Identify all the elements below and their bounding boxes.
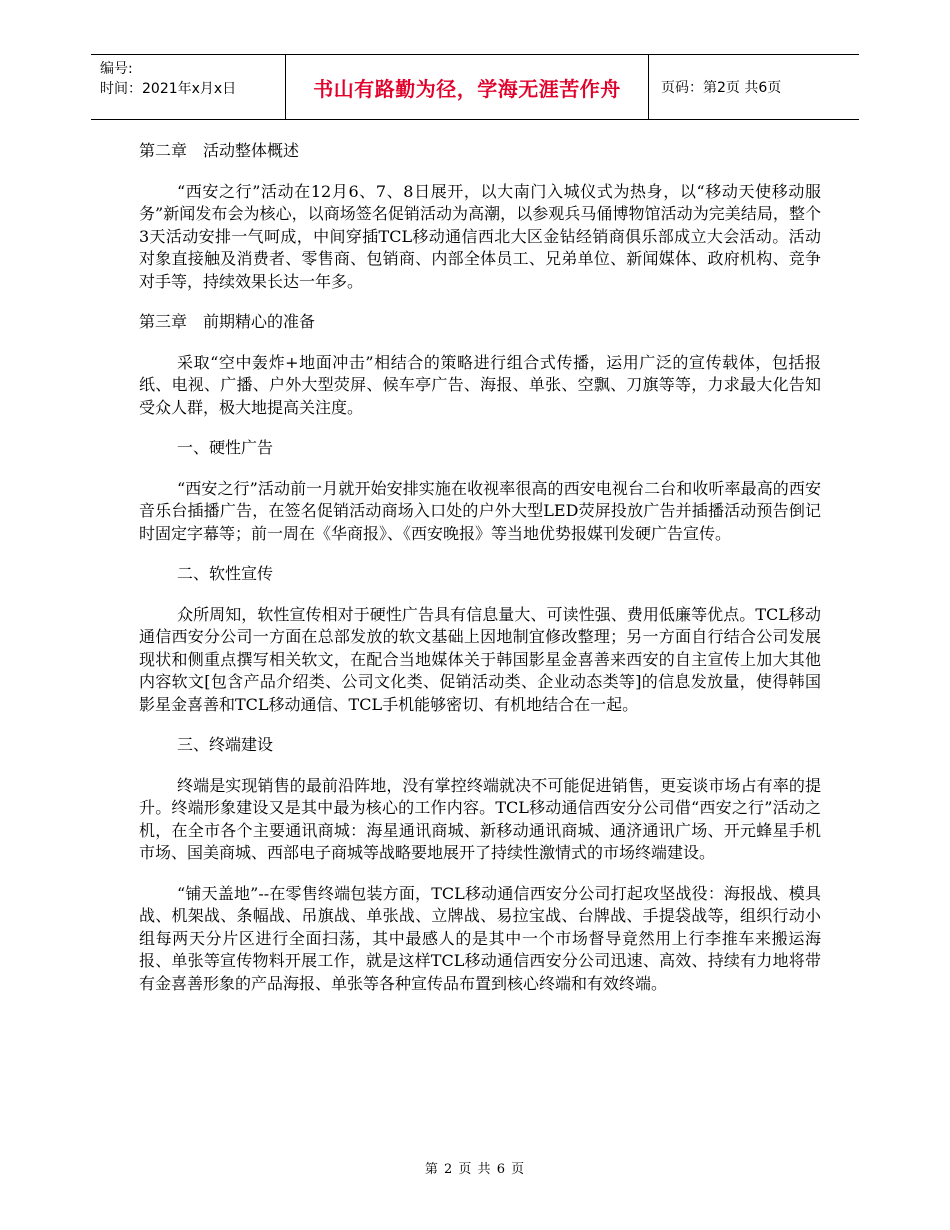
page-footer: 第 2 页 共 6 页 <box>424 1162 526 1177</box>
paragraph: “西安之行”活动在12月6、7、8日展开，以大南门入城仪式为热身，以“移动天使移动服务”新闻发布会为核心，以商场签名促销活动为高潮，以参观兵马俑博物馆活动为完美结局，整个3天活动安排一气呵成，中间穿插TCL移动通信西北大区金钻经销商俱乐部成立大会活动。活动对象直接触及消费者、零售商、包销商、内部全体员工、兄弟单位、新闻媒体、政府机构、竞争对手等，持续效果长达一年多。 <box>139 181 821 291</box>
paragraph: “铺天盖地”--在零售终端包装方面，TCL移动通信西安分公司打起攻坚战役：海报战、模具战、机架战、条幅战、吊旗战、单张战、立牌战、易拉宝战、台牌战、手提袋战等，组织行动小组每两天分片区进行全面扫荡，其中最感人的是其中一个市场督导竟然用上行李推车来搬运海报、单张等宣传物料开展工作，就是这样TCL移动通信西安分公司迅速、高效、持续有力地将带有金喜善形象的产品海报、单张等各种宣传品布置到核心终端和有效终端。 <box>139 883 821 993</box>
document-number-label: 编号: <box>100 61 133 77</box>
paragraph: 终端是实现销售的最前沿阵地，没有掌控终端就决不可能促进销售，更妄谈市场占有率的提升。终端形象建设又是其中最为核心的工作内容。TCL移动通信西安分公司借“西安之行”活动之机，在全市各个主要通讯商城：海星通讯商城、新移动通讯商城、通济通讯广场、开元蜂星手机市场、国美商城、西部电子商城等战略要地展开了持续性激情式的市场终端建设。 <box>139 775 821 862</box>
header-page-number: 页码：第2页 共6页 <box>661 80 782 96</box>
paragraph: 众所周知，软性宣传相对于硬性广告具有信息量大、可读性强、费用低廉等优点。TCL移动通信西安分公司一方面在总部发放的软文基础上因地制宜修改整理；另一方面自行结合公司发展现状和侧重点撰写相关软文，在配合当地媒体关于韩国影星金喜善来西安的自主宣传上加大其他内容软文[包含产品介绍类、公司文化类、促销活动类、企业动态类等]的信息发放量，使得韩国影星金喜善和TCL移动通信、TCL手机能够密切、有机地结合在一起。 <box>139 604 821 714</box>
section-heading: 一、硬性广告 <box>177 438 274 457</box>
document-body <box>139 140 821 1013</box>
paragraph: “西安之行”活动前一月就开始安排实施在收视率很高的西安电视台二台和收听率最高的西安音乐台插播广告，在签名促销活动商场入口处的户外大型LED荧屏投放广告并插播活动预告倒记时固定字幕等；前一周在《华商报》、《西安晚报》等当地优势报媒刊发硬广告宣传。 <box>139 478 821 543</box>
section-heading: 三、终端建设 <box>177 735 274 754</box>
paragraph: 采取“空中轰炸+地面冲击”相结合的策略进行组合式传播，运用广泛的宣传载体，包括报纸、电视、广播、户外大型荧屏、候车亭广告、海报、单张、空飘、刀旗等等，力求最大化告知受众人群，极大地提高关注度。 <box>139 352 821 417</box>
section-heading: 二、软性宣传 <box>177 564 274 583</box>
header-meta <box>100 59 236 99</box>
document-date-label: 时间：2021年x月x日 <box>100 81 237 97</box>
page-header <box>91 54 859 120</box>
header-motto: 书山有路勤为径，学海无涯苦作舟 <box>285 55 649 119</box>
chapter-heading: 第二章 活动整体概述 <box>139 141 300 160</box>
chapter-heading: 第三章 前期精心的准备 <box>139 312 316 331</box>
